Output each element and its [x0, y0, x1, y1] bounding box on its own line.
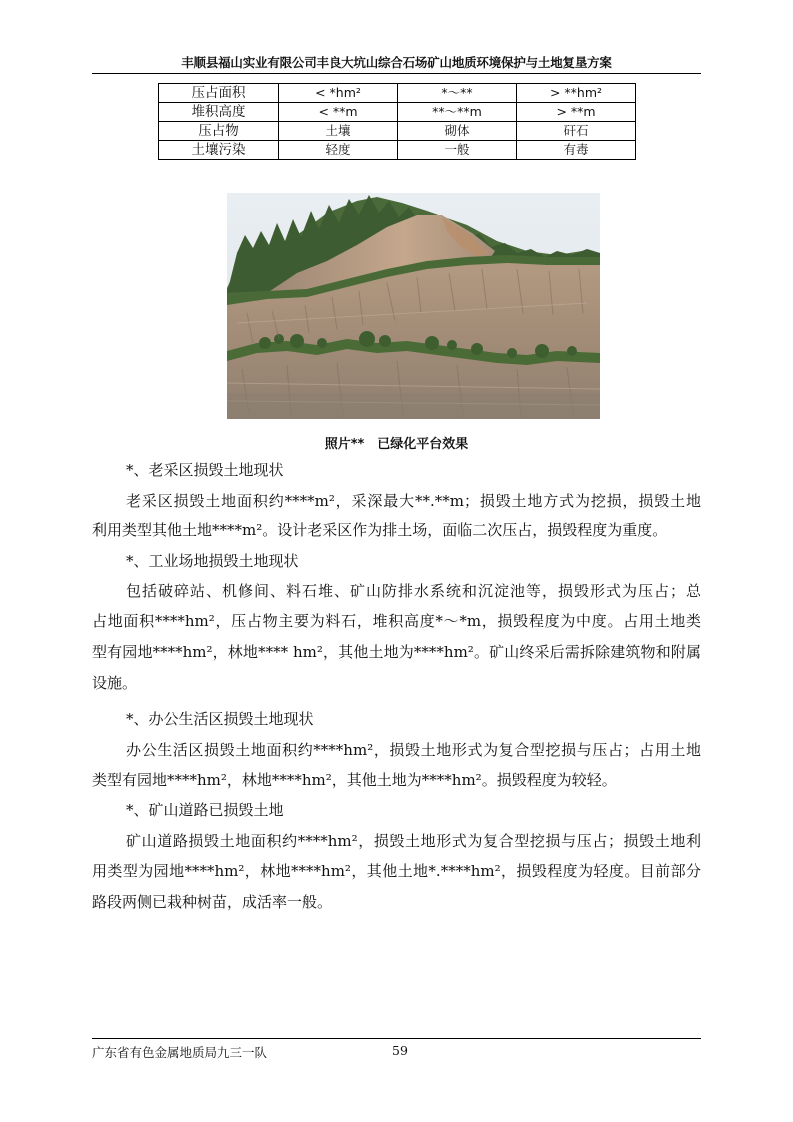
- paragraph-line: 路段两侧已栽种树苗，成活率一般。: [92, 893, 333, 911]
- table-cell: > **hm²: [517, 84, 636, 103]
- table-cell: > **m: [517, 103, 636, 122]
- page-header-title: 丰顺县福山实业有限公司丰良大坑山综合石场矿山地质环境保护与土地复垦方案: [181, 55, 612, 70]
- table-cell: 堆积高度: [159, 103, 279, 122]
- table-cell: *～**: [398, 84, 517, 103]
- paragraph-line: 占地面积****hm²，压占物主要为料石，堆积高度*～*m，损毁程度为中度。占用土地类: [92, 612, 701, 630]
- table-row: [159, 103, 636, 122]
- table-cell: 矸石: [517, 122, 636, 141]
- page-number: 59: [392, 1043, 408, 1058]
- table-cell: 压占面积: [159, 84, 279, 103]
- section-heading-office-area: *、办公生活区损毁土地现状: [126, 710, 314, 728]
- section-heading-mine-road: *、矿山道路已损毁土地: [126, 801, 284, 819]
- photo-caption: 照片** 已绿化平台效果: [324, 437, 469, 452]
- footer-organization: 广东省有色金属地质局九三一队: [92, 1045, 268, 1060]
- table-cell: 土壤: [279, 122, 398, 141]
- table-cell: 一般: [398, 141, 517, 160]
- table-cell: 有毒: [517, 141, 636, 160]
- table-cell: **～**m: [398, 103, 517, 122]
- table-row: [159, 84, 636, 103]
- table-row: [159, 141, 636, 160]
- table-cell: 土壤污染: [159, 141, 279, 160]
- paragraph-line: 类型有园地****hm²，林地****hm²，其他土地为****hm²。损毁程度为较轻。: [92, 771, 617, 789]
- paragraph-line: 矿山道路损毁土地面积约****hm²，损毁土地形式为复合型挖损与压占；损毁土地利: [126, 832, 701, 850]
- paragraph-line: 包括破碎站、机修间、料石堆、矿山防排水系统和沉淀池等，损毁形式为压占；总: [126, 582, 701, 600]
- table-cell: 砌体: [398, 122, 517, 141]
- paragraph-line: 办公生活区损毁土地面积约****hm²，损毁土地形式为复合型挖损与压占；占用土地: [126, 741, 701, 759]
- section-heading-industrial-site: *、工业场地损毁土地现状: [126, 552, 299, 570]
- table-cell: 轻度: [279, 141, 398, 160]
- paragraph-line: 型有园地****hm²，林地**** hm²，其他土地为****hm²。矿山终采后需拆除建筑物和附属: [92, 643, 701, 661]
- paragraph-line: 用类型为园地****hm²，林地****hm²，其他土地*.****hm²，损毁程度为轻度。目前部分: [92, 862, 701, 880]
- paragraph-line: 老采区损毁土地面积约****m²，采深最大**.**m；损毁土地方式为挖损，损毁土地: [126, 492, 701, 510]
- table-row: [159, 122, 636, 141]
- paragraph-line: 设施。: [92, 674, 138, 692]
- table-cell: 压占物: [159, 122, 279, 141]
- paragraph-line: 利用类型其他土地****m²。设计老采区作为排土场，面临二次压占，损毁程度为重度。: [92, 521, 668, 539]
- table-cell: < **m: [279, 103, 398, 122]
- header-rule: [92, 73, 701, 74]
- table-cell: < *hm²: [279, 84, 398, 103]
- quarry-slope-photo: [227, 193, 600, 419]
- footer-rule: [92, 1038, 701, 1039]
- damage-grading-table: [158, 83, 636, 160]
- section-heading-old-mining-area: *、老采区损毁土地现状: [126, 461, 284, 479]
